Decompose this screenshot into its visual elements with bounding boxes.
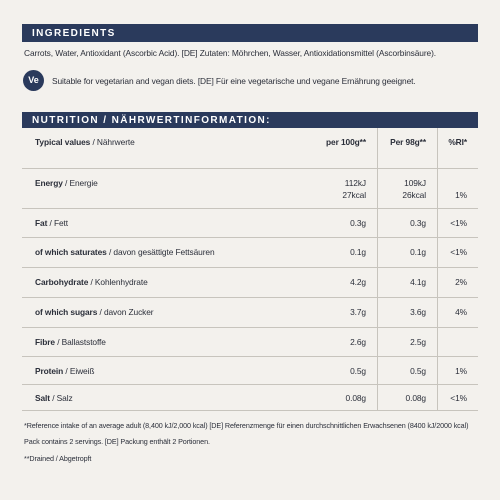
cell-ri: 1% <box>455 190 467 200</box>
cell-per100: 3.7g <box>350 307 366 317</box>
row-label: Fibre / Ballaststoffe <box>35 337 106 347</box>
table-row <box>22 327 478 356</box>
cell-ri: <1% <box>450 393 467 403</box>
cell-per100-kcal: 27kcal <box>342 190 366 200</box>
ingredients-text: Carrots, Water, Antioxidant (Ascorbic Acid). [DE] Zutaten: Möhrchen, Wasser, Antioxidationsmittel (Ascorbinsäure). <box>24 48 437 58</box>
table-header-row <box>22 128 478 168</box>
vegan-statement: Suitable for vegetarian and vegan diets. [DE] Für eine vegetarische und vegane Ernährung geeignet. <box>52 76 416 86</box>
cell-per100: 0.3g <box>350 218 366 228</box>
header-ri: %RI* <box>448 137 467 147</box>
cell-ri: <1% <box>450 247 467 257</box>
cell-per100: 4.2g <box>350 277 366 287</box>
header-per100: per 100g** <box>326 137 366 147</box>
row-label: Fat / Fett <box>35 218 68 228</box>
cell-per98: 3.6g <box>410 307 426 317</box>
table-row <box>22 208 478 237</box>
cell-per98: 2.5g <box>410 337 426 347</box>
table-row <box>22 237 478 267</box>
cell-per100: 112kJ <box>344 178 366 188</box>
header-per98: Per 98g** <box>390 137 426 147</box>
footnote-drained: **Drained / Abgetropft <box>24 453 92 463</box>
table-row <box>22 168 478 208</box>
ingredients-heading: INGREDIENTS <box>22 24 478 42</box>
nutrition-heading: NUTRITION / NÄHRWERTINFORMATION: <box>22 112 478 128</box>
footnotes <box>24 421 480 469</box>
cell-per100: 0.08g <box>345 393 366 403</box>
table-row <box>22 267 478 297</box>
cell-ri: 4% <box>455 307 467 317</box>
header-label: Typical values / Nährwerte <box>35 137 135 147</box>
table-row <box>22 297 478 327</box>
vegan-badge-icon: Ve <box>23 70 44 91</box>
row-label: of which saturates / davon gesättigte Fettsäuren <box>35 247 215 257</box>
cell-per98: 0.1g <box>410 247 426 257</box>
cell-per100: 0.1g <box>350 247 366 257</box>
row-label: Salt / Salz <box>35 393 73 403</box>
row-label: of which sugars / davon Zucker <box>35 307 154 317</box>
cell-ri: 2% <box>455 277 467 287</box>
cell-per98: 4.1g <box>410 277 426 287</box>
cell-ri: 1% <box>455 366 467 376</box>
cell-per100: 0.5g <box>350 366 366 376</box>
cell-per98-kcal: 26kcal <box>402 190 426 200</box>
nutrition-table <box>22 128 478 411</box>
cell-ri: <1% <box>450 218 467 228</box>
row-label: Carbohydrate / Kohlenhydrate <box>35 277 148 287</box>
table-row <box>22 384 478 411</box>
row-label: Energy / Energie <box>35 178 98 188</box>
table-row <box>22 356 478 384</box>
cell-per100: 2.6g <box>350 337 366 347</box>
cell-per98: 0.08g <box>405 393 426 403</box>
footnote-pack: Pack contains 2 servings. [DE] Packung enthält 2 Portionen. <box>24 436 210 446</box>
footnote-ri: *Reference intake of an average adult (8,400 kJ/2,000 kcal) [DE] Referenzmenge für einen durchschnittlichen Erwachsenen (8400 kJ/2000 kcal) <box>24 421 469 430</box>
cell-per98: 0.3g <box>410 218 426 228</box>
cell-per98: 0.5g <box>410 366 426 376</box>
row-label: Protein / Eiweiß <box>35 366 95 376</box>
cell-per98: 109kJ <box>404 178 426 188</box>
